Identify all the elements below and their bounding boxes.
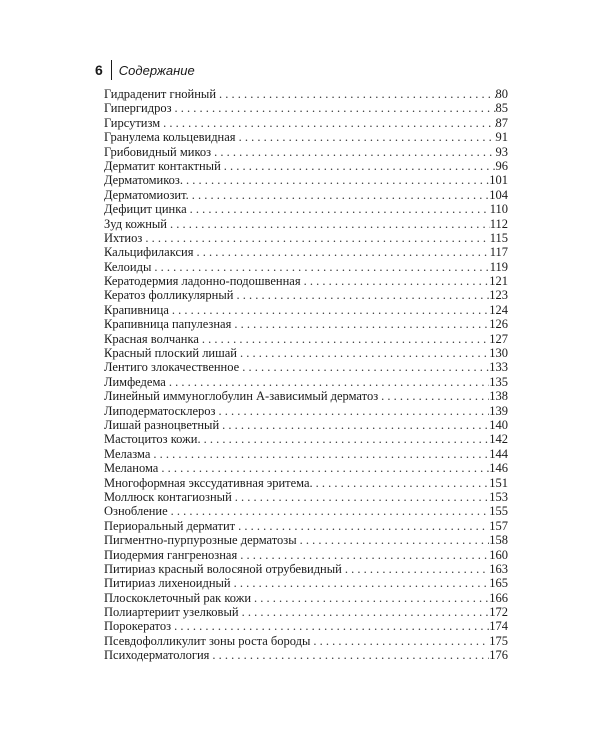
page-number: 6: [95, 62, 103, 78]
toc-entry[interactable]: [104, 332, 508, 346]
toc-entry[interactable]: [104, 447, 508, 461]
dot-leader: [142, 231, 489, 245]
toc-entry-page: 80: [495, 87, 508, 101]
toc-entry-title: Психодерматология: [104, 648, 210, 663]
toc-entry[interactable]: [104, 188, 508, 202]
toc-entry-title: Гипергидроз: [104, 101, 172, 116]
toc-entry[interactable]: [104, 562, 508, 576]
toc-entry[interactable]: [104, 533, 508, 547]
toc-entry-title: Лимфедема: [104, 374, 166, 389]
toc-entry-page: 139: [489, 403, 508, 418]
toc-entry[interactable]: [104, 274, 508, 288]
dot-leader: [297, 533, 490, 547]
dot-leader: [237, 346, 489, 360]
dot-leader: [215, 404, 489, 418]
dot-leader: [378, 389, 489, 403]
dot-leader: [219, 418, 489, 432]
toc-entry-title: Моллюск контагиозный: [104, 489, 232, 504]
toc-entry-title: Питириаз красный волосяной отрубевидный: [104, 561, 342, 576]
dot-leader: [158, 461, 489, 475]
toc-entry-title: Периоральный дерматит: [104, 518, 236, 533]
dot-leader: [232, 490, 489, 504]
toc-entry-title: Плоскоклеточный рак кожи: [104, 590, 252, 605]
toc-entry-title: Кальцифилаксия: [104, 245, 194, 260]
toc-entry[interactable]: [104, 87, 508, 101]
toc-entry-title: Дефицит цинка: [104, 202, 187, 217]
toc-entry-page: 130: [489, 346, 508, 361]
dot-leader: [221, 159, 496, 173]
toc-entry-page: 93: [495, 144, 508, 159]
dot-leader: [313, 476, 490, 490]
toc-entry-title: Лентиго злокачественное: [104, 360, 240, 375]
dot-leader: [310, 634, 489, 648]
toc-entry[interactable]: [104, 432, 508, 446]
toc-entry[interactable]: [104, 634, 508, 648]
toc-entry-title: Пиодермия гангренозная: [104, 547, 238, 562]
toc-entry[interactable]: [104, 504, 508, 518]
dot-leader: [169, 303, 489, 317]
toc-entry-page: 96: [495, 158, 508, 173]
toc-entry-page: 91: [495, 130, 508, 145]
toc-entry[interactable]: [104, 519, 508, 533]
toc-entry-page: 153: [489, 489, 508, 504]
toc-entry-page: 112: [489, 216, 508, 231]
page-header: [95, 59, 195, 81]
toc-entry-title: Грибовидный микоз: [104, 144, 212, 159]
dot-leader: [168, 504, 490, 518]
dot-leader: [211, 145, 495, 159]
toc-entry-title: Многоформная экссудативная эритема.: [104, 475, 313, 490]
toc-entry-title: Лишай разноцветный: [104, 417, 220, 432]
dot-leader: [231, 576, 490, 590]
toc-entry-title: Зуд кожный: [104, 216, 168, 231]
dot-leader: [187, 202, 490, 216]
dot-leader: [166, 375, 489, 389]
toc-entry-page: 123: [489, 288, 508, 303]
toc-entry-title: Дерматит контактный: [104, 158, 221, 173]
toc-entry-page: 135: [489, 374, 508, 389]
dot-leader: [251, 591, 489, 605]
toc-entry-page: 119: [489, 259, 508, 274]
toc-entry-title: Порокератоз: [104, 619, 172, 634]
dot-leader: [172, 101, 496, 115]
toc-entry-page: 163: [489, 561, 508, 576]
toc-entry[interactable]: [104, 375, 508, 389]
toc-entry-page: 110: [489, 202, 508, 217]
toc-entry[interactable]: [104, 173, 508, 187]
toc-entry[interactable]: [104, 130, 508, 144]
dot-leader: [342, 562, 489, 576]
toc-entry-title: Пигментно-пурпурозные дерматозы: [104, 533, 297, 548]
toc-entry-page: 104: [489, 187, 508, 202]
toc-entry-page: 87: [495, 115, 508, 130]
toc-entry[interactable]: [104, 260, 508, 274]
toc-entry[interactable]: [104, 461, 508, 475]
dot-leader: [239, 605, 490, 619]
dot-leader: [233, 288, 489, 302]
toc-entry-page: 124: [489, 302, 508, 317]
toc-entry-title: Линейный иммуноглобулин А-зависимый дерматоз: [104, 389, 379, 404]
toc-entry-page: 146: [489, 461, 508, 476]
toc-entry-page: 157: [489, 518, 508, 533]
section-title: Содержание: [118, 62, 195, 78]
toc-entry[interactable]: [104, 591, 508, 605]
toc-entry[interactable]: [104, 619, 508, 633]
toc-entry-title: Крапивница папулезная: [104, 317, 232, 332]
toc-entry[interactable]: [104, 648, 508, 662]
dot-leader: [189, 188, 489, 202]
dot-leader: [231, 317, 489, 331]
dot-leader: [216, 87, 495, 101]
toc-entry[interactable]: [104, 346, 508, 360]
toc-entry-page: 126: [489, 317, 508, 332]
toc-entry-page: 85: [495, 101, 508, 116]
toc-entry-title: Мастоцитоз кожи.: [104, 432, 201, 447]
dot-leader: [301, 274, 490, 288]
dot-leader: [183, 173, 489, 187]
toc-entry-title: Келоиды: [104, 259, 152, 274]
toc-entry[interactable]: [104, 217, 508, 231]
toc-entry-page: 172: [489, 605, 508, 620]
toc-entry-title: Псевдофолликулит зоны роста бороды: [104, 633, 311, 648]
toc-entry[interactable]: [104, 404, 508, 418]
toc-entry-title: Полиартериит узелковый: [104, 605, 239, 620]
toc-entry[interactable]: [104, 389, 508, 403]
toc-entry-title: Ихтиоз: [104, 230, 143, 245]
toc-entry-title: Мелазма: [104, 446, 151, 461]
toc-entry-page: 140: [489, 417, 508, 432]
toc-entry-title: Кератодермия ладонно-подошвенная: [104, 274, 301, 289]
toc-entry[interactable]: [104, 490, 508, 504]
toc-entry-title: Крапивница: [104, 302, 169, 317]
toc-entry[interactable]: [104, 576, 508, 590]
toc-entry-title: Красный плоский лишай: [104, 346, 237, 361]
toc-entry-title: Красная волчанка: [104, 331, 199, 346]
dot-leader: [171, 619, 489, 633]
dot-leader: [239, 360, 489, 374]
dot-leader: [237, 548, 489, 562]
dot-leader: [151, 260, 489, 274]
toc-entry-page: 155: [489, 504, 508, 519]
toc-entry-page: 174: [489, 619, 508, 634]
toc-entry[interactable]: [104, 116, 508, 130]
toc-entry-title: Кератоз фолликулярный: [104, 288, 234, 303]
toc-entry-title: Ознобление: [104, 504, 168, 519]
dot-leader: [199, 332, 489, 346]
dot-leader: [236, 130, 496, 144]
toc-entry-page: 160: [489, 547, 508, 562]
toc-entry-page: 121: [489, 274, 508, 289]
toc-entry-page: 151: [489, 475, 508, 490]
dot-leader: [201, 432, 490, 446]
toc-entry[interactable]: [104, 145, 508, 159]
toc-entry-page: 101: [489, 173, 508, 188]
toc-entry[interactable]: [104, 288, 508, 302]
toc-entry-title: Гидраденит гнойный: [104, 87, 217, 101]
toc-entry-title: Гирсутизм: [104, 115, 161, 130]
dot-leader: [167, 217, 490, 231]
toc-entry-title: Питириаз лихеноидный: [104, 576, 231, 591]
toc-entry-page: 138: [489, 389, 508, 404]
toc-entry[interactable]: [104, 605, 508, 619]
toc-entry[interactable]: [104, 245, 508, 259]
toc-entry-page: 166: [489, 590, 508, 605]
toc-entry-title: Дерматомикоз.: [104, 173, 183, 188]
toc-entry-title: Гранулема кольцевидная: [104, 130, 236, 145]
table-of-contents: [104, 87, 508, 663]
dot-leader: [209, 648, 489, 662]
toc-entry[interactable]: [104, 159, 508, 173]
toc-entry[interactable]: [104, 360, 508, 374]
dot-leader: [150, 447, 489, 461]
toc-entry-page: 133: [489, 360, 508, 375]
toc-entry-title: Липодерматосклероз: [104, 403, 216, 418]
toc-entry[interactable]: [104, 418, 508, 432]
toc-entry-page: 158: [489, 533, 508, 548]
toc-entry-page: 142: [489, 432, 508, 447]
toc-entry[interactable]: [104, 231, 508, 245]
dot-leader: [235, 519, 489, 533]
toc-entry[interactable]: [104, 202, 508, 216]
toc-entry-page: 115: [489, 230, 508, 245]
toc-entry[interactable]: [104, 303, 508, 317]
toc-entry[interactable]: [104, 548, 508, 562]
toc-entry[interactable]: [104, 476, 508, 490]
toc-entry-title: Меланома: [104, 461, 159, 476]
toc-entry[interactable]: [104, 101, 508, 115]
toc-entry-page: 175: [489, 633, 508, 648]
toc-entry-page: 176: [489, 648, 508, 663]
toc-entry[interactable]: [104, 317, 508, 331]
toc-entry-page: 127: [489, 331, 508, 346]
toc-entry-title: Дерматомиозит.: [104, 187, 189, 202]
toc-entry-page: 165: [489, 576, 508, 591]
dot-leader: [160, 116, 495, 130]
dot-leader: [193, 245, 489, 259]
toc-entry-page: 117: [489, 245, 508, 260]
toc-entry-page: 144: [489, 446, 508, 461]
